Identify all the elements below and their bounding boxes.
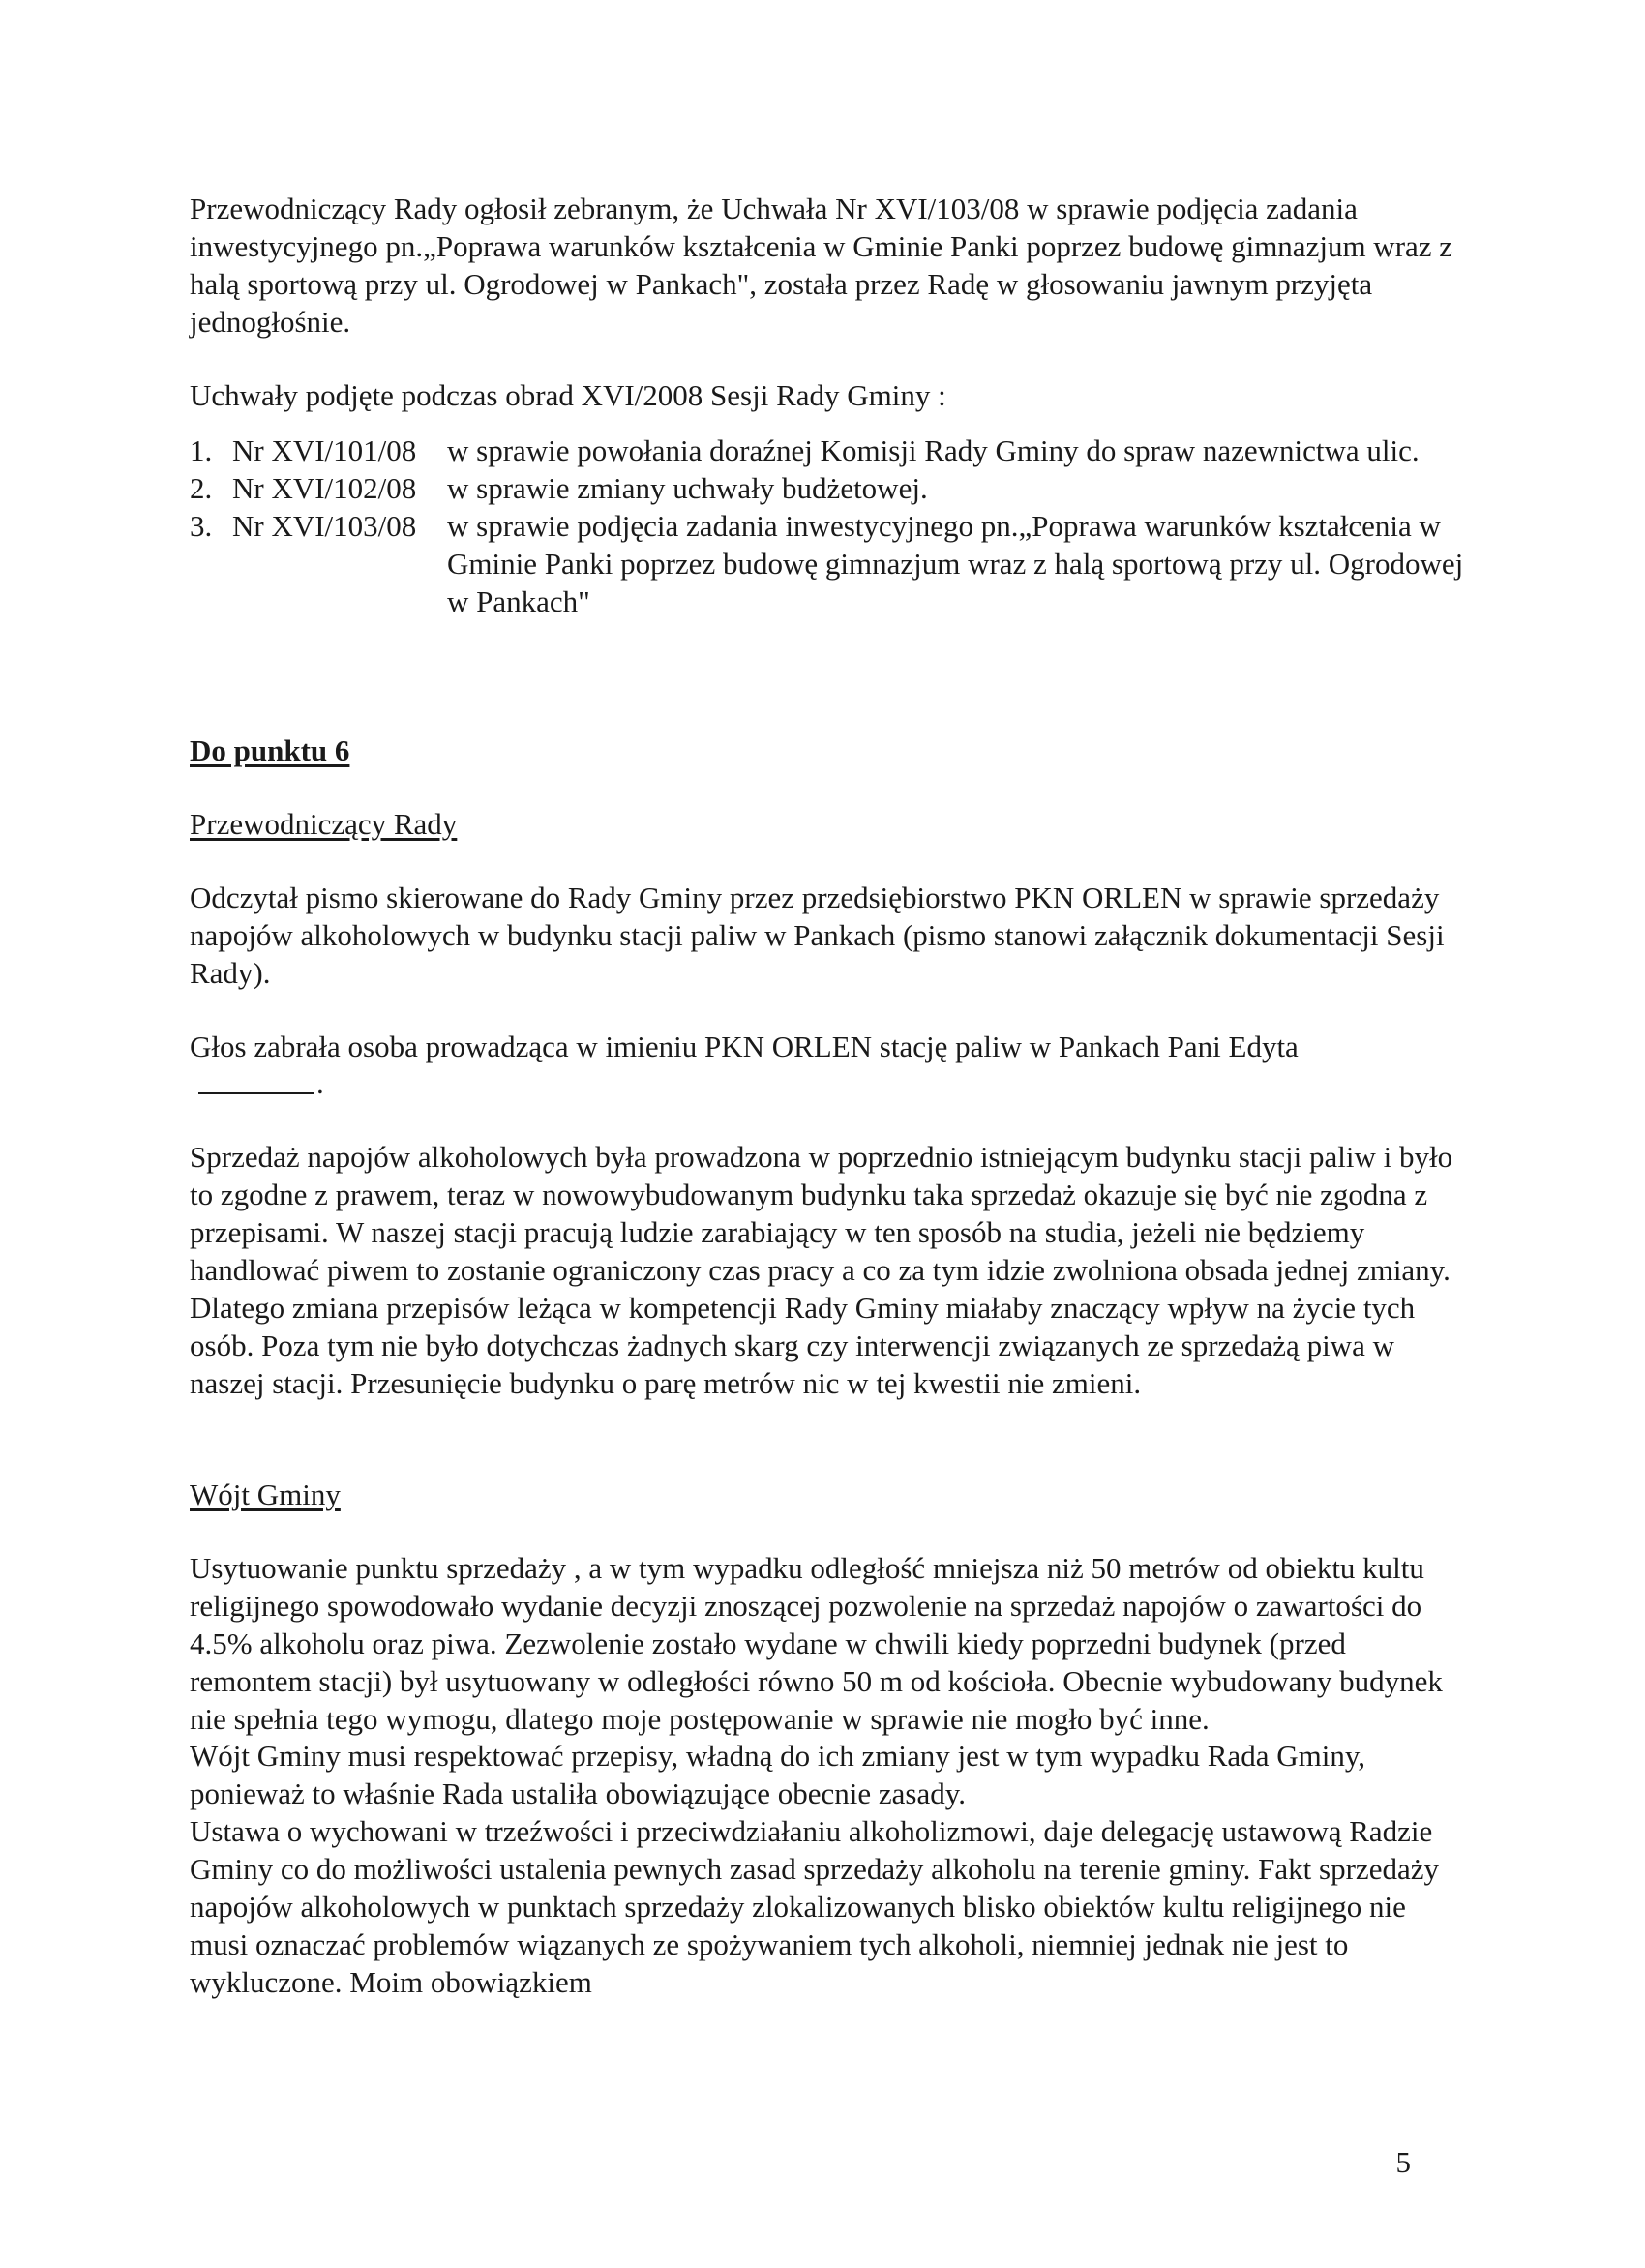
paragraph-speaker-intro: Głos zabrała osoba prowadząca w imieniu PKN ORLEN stację paliw w Pankach Pani Edyta — [190, 1030, 1299, 1063]
list-item-description: w sprawie zmiany uchwały budżetowej. — [447, 471, 928, 505]
page-number: 5 — [1395, 2145, 1411, 2179]
list-item-number: 1. — [190, 433, 213, 467]
resolutions-list — [190, 432, 1467, 620]
speaker-mayor: Wójt Gminy — [190, 1477, 341, 1511]
name-blank-line — [198, 1092, 314, 1094]
list-item-description: w sprawie powołania doraźnej Komisji Rady Gminy do spraw nazewnictwa ulic. — [447, 433, 1420, 467]
list-item-code: Nr XVI/102/08 — [232, 471, 417, 505]
paragraph-letter-read: Odczytał pismo skierowane do Rady Gminy przez przedsiębiorstwo PKN ORLEN w sprawie sprzedaży napojów alkoholowych w budynku stacji paliw w Pankach (pismo stanowi załącznik dokumentacji Sesji Rady). — [190, 880, 1445, 990]
speaker-chairman: Przewodniczący Rady — [190, 807, 458, 841]
paragraph-resolutions-intro: Uchwały podjęte podczas obrad XVI/2008 Sesji Rady Gminy : — [190, 378, 946, 412]
paragraph-station-statement: Sprzedaż napojów alkoholowych była prowadzona w poprzednio istniejącym budynku stacji paliw i było to zgodne z prawem, teraz w nowowybudowanym budynku taka sprzedaż okazuje się być nie zgodna z przepisami. W naszej stacji pracują ludzie zarabiający w ten sposób na studia, jeżeli nie będziemy handlować piwem to zostanie ograniczony czas pracy a co za tym idzie zwolniona obsada jednej zmiany. Dlatego zmiana przepisów leżąca w kompetencji Rady Gminy miałaby znaczący wpływ na życie tych osób. Poza tym nie było dotychczas żadnych skarg czy interwencji związanych ze sprzedażą piwa w naszej stacji. Przesunięcie budynku o parę metrów nic w tej kwestii nie zmieni. — [190, 1140, 1453, 1400]
section-heading: Do punktu 6 — [190, 733, 350, 767]
list-item-number: 2. — [190, 471, 213, 505]
paragraph-mayor-law: Ustawa o wychowani w trzeźwości i przeciwdziałaniu alkoholizmowi, daje delegację ustawową Radzie Gminy co do możliwości ustalenia pewnych zasad sprzedaży alkoholu na terenie gminy. Fakt sprzedaży napojów alkoholowych w punktach sprzedaży zlokalizowanych blisko obiektów kultu religijnego nie musi oznaczać problemów wiązanych ze spożywaniem tych alkoholi, niemniej jednak nie jest to wykluczone. Moim obowiązkiem — [190, 1814, 1439, 1999]
list-item-description: w sprawie podjęcia zadania inwestycyjnego pn.„Poprawa warunków kształcenia w Gminie Panki poprzez budowę gimnazjum wraz z halą sportową przy ul. Ogrodowej w Pankach" — [447, 509, 1464, 618]
paragraph-mayor-regulations: Wójt Gminy musi respektować przepisy, władną do ich zmiany jest w tym wypadku Rada Gminy, ponieważ to właśnie Rada ustaliła obowiązujące obecnie zasady. — [190, 1739, 1366, 1810]
list-item-code: Nr XVI/101/08 — [232, 433, 417, 467]
paragraph-resolution-announcement: Przewodniczący Rady ogłosił zebranym, że Uchwała Nr XVI/103/08 w sprawie podjęcia zadania inwestycyjnego pn.„Poprawa warunków kształcenia w Gminie Panki poprzez budowę gimnazjum wraz z halą sportową przy ul. Ogrodowej w Pankach", została przez Radę w głosowaniu jawnym przyjęta jednogłośnie. — [190, 192, 1453, 339]
list-item — [190, 507, 1467, 620]
paragraph-mayor-location: Usytuowanie punktu sprzedaży , a w tym wypadku odległość mniejsza niż 50 metrów od obiektu kultu religijnego spowodowało wydanie decyzji znoszącej pozwolenie na sprzedaż napojów o zawartości do 4.5% alkoholu oraz piwa. Zezwolenie zostało wydane w chwili kiedy poprzedni budynek (przed remontem stacji) był usytuowany w odległości równo 50 m od kościoła. Obecnie wybudowany budynek nie spełnia tego wymogu, dlatego moje postępowanie w sprawie nie mogło być inne. — [190, 1551, 1443, 1736]
list-item — [190, 469, 1467, 507]
list-item — [190, 432, 1467, 469]
list-item-code: Nr XVI/103/08 — [232, 509, 417, 543]
name-blank-period: . — [316, 1066, 324, 1100]
list-item-number: 3. — [190, 509, 213, 543]
